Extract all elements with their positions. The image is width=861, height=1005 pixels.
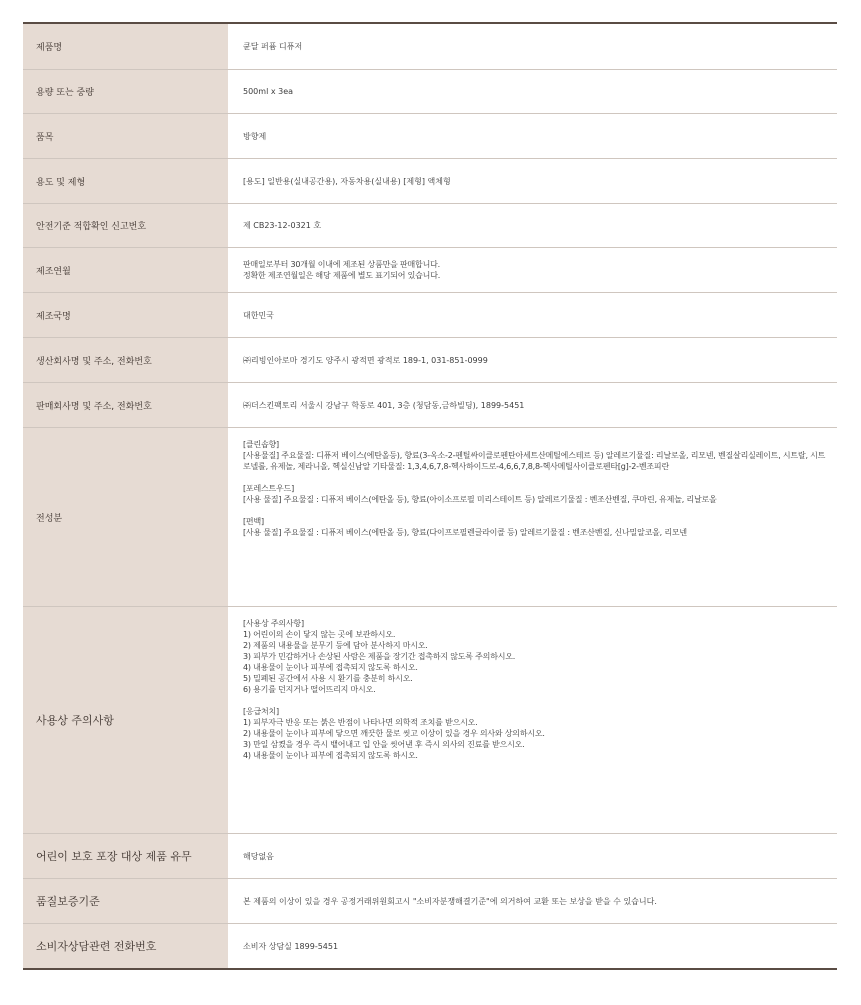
precautions-heading: [사용상 주의사항] [243, 619, 304, 628]
precautions-line: 5) 밀폐된 공간에서 사용 시 환기를 충분히 하시오. [243, 674, 413, 683]
value-item-type: 방향제 [243, 131, 267, 141]
value-product-name: 큔달 퍼퓸 디퓨저 [243, 42, 303, 51]
row-item-type [23, 114, 837, 159]
row-quality-guarantee [23, 879, 837, 924]
precautions-line: 3) 피부가 민감하거나 손상된 사람은 제품을 장기간 접촉하지 않도록 주의하시오. [243, 652, 516, 661]
ingredients-text: [사용 물질] 주요물질 : 디퓨저 베이스(에탄올 등), 향료(아이소프로필 미리스테이트 등) 알레르기물질 : 벤조산벤질, 쿠마린, 유제놀, 리날로올 [243, 495, 717, 504]
value-child-safety: 해당없음 [243, 851, 274, 861]
first-aid-line: 2) 내용물이 눈이나 피부에 닿으면 깨끗한 물로 씻고 이상이 있을 경우 의사와 상의하시오. [243, 729, 545, 738]
ingredients-heading: [포레스트우드] [243, 484, 295, 493]
label-customer-phone: 소비자상담관련 전화번호 [23, 924, 228, 968]
manufacture-date-line: 판매일로부터 30개월 이내에 제조된 상품만을 판매합니다. [243, 260, 440, 269]
manufacture-date-line: 정확한 제조연월일은 해당 제품에 별도 표기되어 있습니다. [243, 271, 441, 280]
label-item-type: 품목 [23, 114, 228, 158]
value-country: 대한민국 [243, 310, 274, 320]
row-capacity [23, 70, 837, 114]
label-manufacturer: 생산회사명 및 주소, 전화번호 [23, 338, 228, 382]
row-seller [23, 383, 837, 428]
ingredients-heading: [편백] [243, 517, 264, 526]
product-info-table [23, 22, 837, 970]
precautions-line: 6) 용기를 던지거나 떨어뜨리지 마시오. [243, 685, 376, 694]
row-country [23, 293, 837, 338]
row-safety-number [23, 204, 837, 248]
value-capacity: 500ml x 3ea [243, 87, 294, 96]
value-manufacture-date [228, 248, 837, 292]
precautions-line: 2) 제품의 내용물을 분무기 등에 담아 분사하지 마시오. [243, 641, 428, 650]
label-manufacture-date: 제조연월 [23, 248, 228, 292]
row-usage-form [23, 159, 837, 204]
label-safety-number: 안전기준 적합확인 신고번호 [23, 204, 228, 247]
first-aid-line: 4) 내용물이 눈이나 피부에 접촉되지 않도록 하시오. [243, 751, 418, 760]
label-ingredients: 전성분 [23, 428, 228, 606]
value-precautions [228, 607, 837, 833]
label-usage-form: 용도 및 제형 [23, 159, 228, 203]
label-quality-guarantee: 품질보증기준 [23, 879, 228, 923]
row-manufacture-date [23, 248, 837, 293]
precautions-line: 1) 어린이의 손이 닿지 않는 곳에 보관하시오. [243, 630, 396, 639]
value-usage-form: [용도] 일반용(실내공간용), 자동차용(실내용) [제형] 액체형 [243, 176, 451, 186]
first-aid-line: 1) 피부자극 반응 또는 붉은 반점이 나타나면 의학적 조치를 받으시오. [243, 718, 478, 727]
ingredients-heading: [클린솝향] [243, 440, 279, 449]
value-customer-phone: 소비자 상담실 1899-5451 [243, 941, 339, 951]
first-aid-line: 3) 만일 삼켰을 경우 즉시 뱉어내고 입 안을 씻어낸 후 즉시 의사의 진료를 받으시오. [243, 740, 525, 749]
row-precautions [23, 607, 837, 834]
ingredients-text: [사용물질] 주요물질: 디퓨저 베이스(에탄올등), 향료(3-옥소-2-펜틸싸이클로펜탄아세트산메틸에스테르 등) 알레르기물질: 리날로올, 리모넨, 벤질살리실레이트, 시트랄, 시트로넬롤, 유제놀, 제라니올, 헥실신남알 기타물질: 1,3,4,6,7,8-헥사하이드로-4,6,6,7,8,8-헥사메틸사이클로펜타[g]-2-벤조피란 [243, 451, 826, 471]
precautions-line: 4) 내용물이 눈이나 피부에 접촉되지 않도록 하시오. [243, 663, 418, 672]
row-customer-phone [23, 924, 837, 968]
first-aid-heading: [응급처치] [243, 707, 279, 716]
label-product-name: 제품명 [23, 24, 228, 69]
label-seller: 판매회사명 및 주소, 전화번호 [23, 383, 228, 427]
value-seller: ㈜더스킨팩토리 서울시 강남구 학동로 401, 3층 (청담동,금하빌딩), 1899-5451 [243, 400, 525, 410]
label-precautions: 사용상 주의사항 [23, 607, 228, 833]
row-child-safety [23, 834, 837, 879]
value-manufacturer: ㈜리빙인아로마 경기도 양주시 광적면 광적로 189-1, 031-851-0999 [243, 355, 488, 365]
label-child-safety: 어린이 보호 포장 대상 제품 유무 [23, 834, 228, 878]
value-ingredients [228, 428, 837, 606]
row-product-name [23, 24, 837, 70]
label-capacity: 용량 또는 중량 [23, 70, 228, 113]
value-quality-guarantee: 본 제품의 이상이 있을 경우 공정거래위원회고시 "소비자분쟁해결기준"에 의거하여 교환 또는 보상을 받을 수 있습니다. [243, 896, 657, 906]
row-ingredients [23, 428, 837, 607]
value-safety-number: 제 CB23-12-0321 호 [243, 221, 322, 230]
label-country: 제조국명 [23, 293, 228, 337]
row-manufacturer [23, 338, 837, 383]
ingredients-text: [사용 물질] 주요물질 : 디퓨저 베이스(에탄올 등), 향료(다이프로필렌글라이콜 등) 알레르기물질 : 벤조산벤질, 신나밀알코올, 리모넨 [243, 528, 687, 537]
